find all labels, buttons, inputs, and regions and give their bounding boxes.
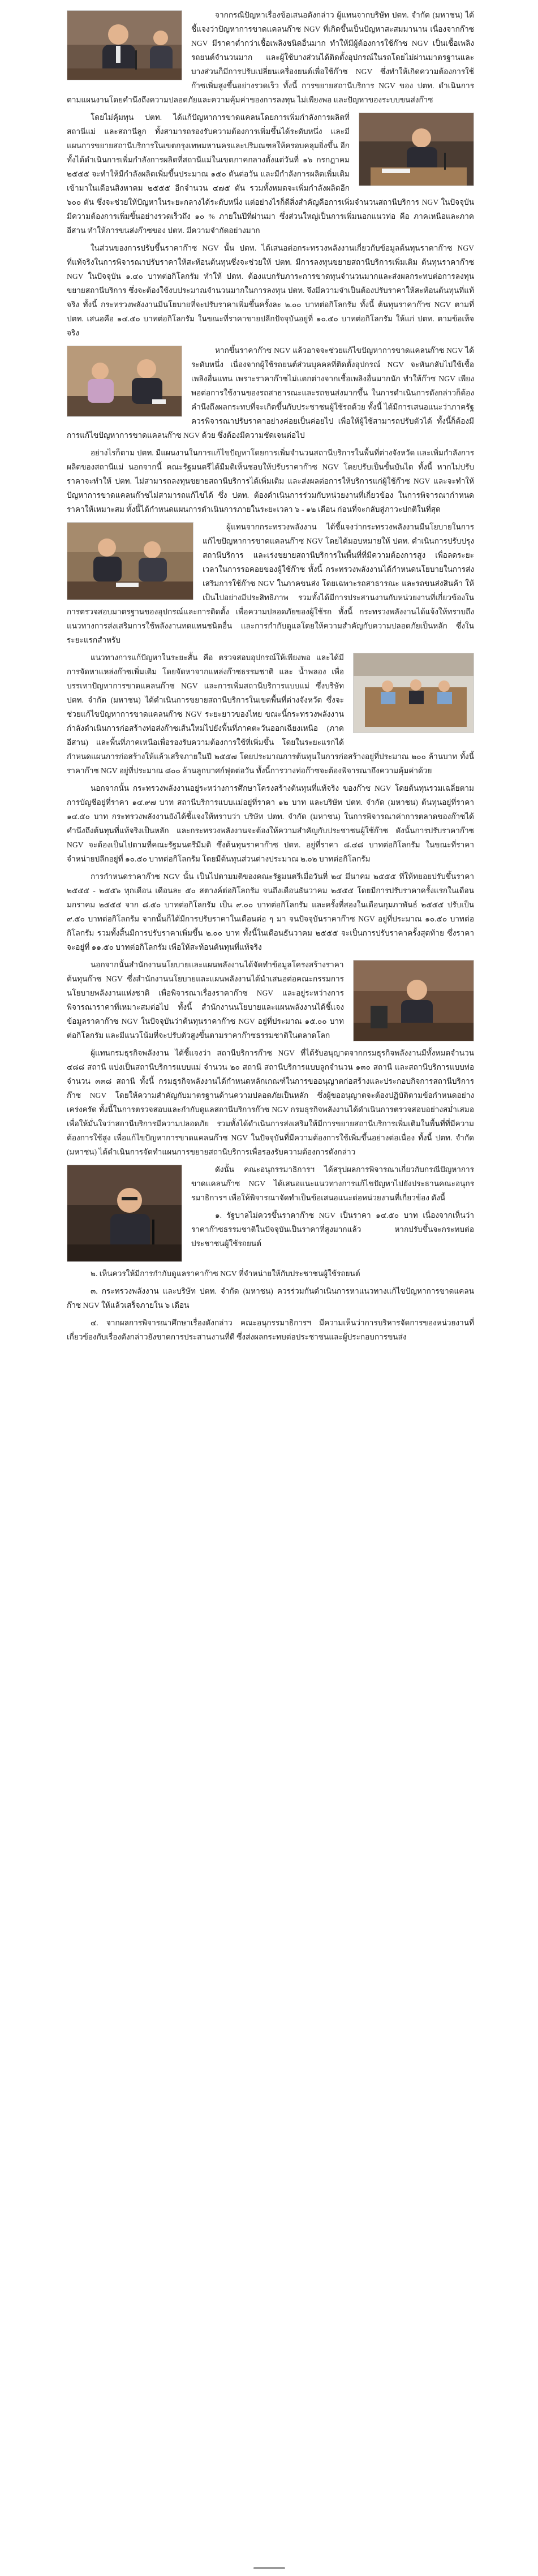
recommendation-1: ๑. รัฐบาลไม่ควรขึ้นราคาก๊าซ NGV เป็นราคา ๑๔.๕๐ บาท เนื่องจากเห็นว่าราคาก๊าซธรรมชาติในปัจจุบันเป็นราคาที่สูงมากแล้ว หากปรับขึ้นจะกระทบต่อประชาชนผู้ใช้รถยนต์ [191, 1211, 474, 1248]
meeting-photo-two-officials [67, 346, 182, 416]
meeting-photo-conference-room [354, 653, 474, 733]
paragraph-4: หากขึ้นราคาก๊าซ NGV แล้วอาจจะช่วยแก้ไขปัญหาการขาดแคลนก๊าซ NGV ได้ระดับหนึ่ง เนื่องจากผู้ใช้รถยนต์ส่วนบุคคลที่ติดตั้งอุปกรณ์ NGV จะหันกลับไปใช้เชื้อเพลิงอื่นแทน เพราะราคาก๊าซไม่แตกต่างจากเชื้อเพลิงอื่นมากนัก ทำให้ก๊าซ NGV เพียงพอต่อการใช้งานของรถสาธารณะและรถขนส่งมากขึ้น ในการดำเนินการดังกล่าวก็ต้องคำนึงถึงผลกระทบที่จะเกิดขึ้นกับประชาชนผู้ใช้รถด้วย ทั้งนี้ ได้มีการเสนอแนะว่าภาครัฐควรพิจารณาปรับราคาอย่างค่อยเป็นค่อยไป เพื่อให้ผู้ใช้สามารถปรับตัวได้ ทั้งนี้ก็ต้องมีการแก้ไขปัญหาการขาดแคลนก๊าซ NGV ด้วย ซึ่งต้องมีความชัดเจนต่อไป [67, 346, 474, 440]
paragraph-3: ในส่วนของการปรับขึ้นราคาก๊าซ NGV นั้น ปตท. ได้เสนอต่อกระทรวงพลังงานเกี่ยวกับข้อมูลต้นทุนราคาก๊าซ NGV ที่แท้จริงในการพิจารณาปรับราคาให้สะท้อนต้นทุนซึ่งจะช่วยให้ ปตท. มีการลงทุนขยายสถานีบริการเพิ่มเติม ต้นทุนราคาก๊าซ NGV ในปัจจุบัน ๑.๔๐ บาทต่อกิโลกรัม ทำให้ ปตท. ต้องแบกรับภาระการขาดทุนจำนวนมากและส่งผลกระทบต่อการลงทุนขยายสถานีบริการ ซึ่งจะต้องใช้งบประมาณจำนวนมากในการลงทุน ปตท. จึงมีความจำเป็นต้องปรับราคาให้สะท้อนต้นทุนที่แท้จริง ทั้งนี้ กระทรวงพลังงานมีนโยบายที่จะปรับราคาเพิ่มขึ้นครั้งละ ๒.๐๐ บาทต่อกิโลกรัม ทั้งนี้ ต้นทุนราคาก๊าซ NGV ตามที่ ปตท. เสนอคือ ๑๔.๕๐ บาทต่อกิโลกรัม ในขณะที่ราคาขายปลีกปัจจุบันอยู่ที่ ๑๐.๕๐ บาทต่อกิโลกรัม ให้แก่ ปตท. ตามข้อเท็จจริง [67, 244, 474, 337]
paragraph-6: ผู้แทนจากกระทรวงพลังงาน ได้ชี้แจงว่ากระทรวงพลังงานมีนโยบายในการแก้ไขปัญหาการขาดแคลนก๊าซ NGV โดยได้มอบหมายให้ ปตท. ดำเนินการปรับปรุงสถานีบริการ และเร่งขยายสถานีบริการในพื้นที่ที่มีความต้องการสูง เพื่อลดระยะเวลาในการรอคอยของผู้ใช้ก๊าซ ทั้งนี้ กระทรวงพลังงานได้กำหนดนโยบายในการส่งเสริมการใช้ก๊าซ NGV ในภาคขนส่ง โดยเฉพาะรถสาธารณะ และรถขนส่งสินค้า ให้เป็นไปอย่างมีประสิทธิภาพ รวมทั้งได้มีการประสานงานกับหน่วยงานที่เกี่ยวข้องในการตรวจสอบมาตรฐานของอุปกรณ์และการติดตั้ง เพื่อความปลอดภัยของผู้ใช้รถ ทั้งนี้ กระทรวงพลังงานได้แจ้งให้ทราบถึงแนวทางการส่งเสริมการใช้พลังงานทดแทนชนิดอื่น และการกำกับดูแลโดยให้ความสำคัญกับความปลอดภัยเป็นหลัก ซึ่งในระยะแรกสำหรับ [67, 523, 474, 644]
meeting-photo-speaker-microphone [67, 11, 182, 80]
meeting-photo-speaker-documents [359, 113, 474, 186]
paragraph-1: จากกรณีปัญหาเรื่องข้อเสนอดังกล่าว ผู้แทนจากบริษัท ปตท. จำกัด (มหาชน) ได้ชี้แจงว่าปัญหาการขาดแคลนก๊าซ NGV ที่เกิดขึ้นเป็นปัญหาสะสมมานาน เนื่องจากก๊าซ NGV มีราคาต่ำกว่าเชื้อเพลิงชนิดอื่นมาก ทำให้มีผู้ต้องการใช้ก๊าซ NGV เป็นเชื้อเพลิงรถยนต์จำนวนมาก และผู้ใช้บางส่วนได้ติดตั้งอุปกรณ์ในรถโดยไม่ผ่านมาตรฐานและบางส่วนก็มีการปรับเปลี่ยนเครื่องยนต์เพื่อใช้ก๊าซ NGV ซึ่งทำให้เกิดความต้องการใช้ก๊าซเพิ่มสูงขึ้นอย่างรวดเร็ว ทั้งนี้ การขยายสถานีบริการ NGV ของ ปตท. ดำเนินการตามแผนงานโดยคำนึงถึงความปลอดภัยและความคุ้มค่าของการลงทุน ไม่เพียงพอ และปัญหาของระบบขนส่งก๊าซ [67, 11, 474, 104]
meeting-photo-2 [359, 113, 474, 186]
meeting-photo-speaker-glasses [67, 1165, 182, 1261]
meeting-photo-1 [67, 10, 182, 80]
meeting-photo-4 [67, 522, 193, 600]
paragraph-9: การกำหนดราคาก๊าซ NGV นั้น เป็นไปตามมติของคณะรัฐมนตรีเมื่อวันที่ ๒๔ มีนาคม ๒๕๕๕ ที่ให้ทยอยปรับขึ้นราคา ๒๕๕๕ - ๒๕๕๖ ทุกเดือน เดือนละ ๕๐ สตางค์ต่อกิโลกรัม จนถึงเดือนธันวาคม ๒๕๕๕ โดยมีการปรับราคาครั้งแรกในเดือนมกราคม ๒๕๕๕ จาก ๘.๕๐ บาทต่อกิโลกรัม เป็น ๙.๐๐ บาทต่อกิโลกรัม และครั้งที่สองในเดือนกุมภาพันธ์ ๒๕๕๕ ปรับเป็น ๙.๕๐ บาทต่อกิโลกรัม จากนั้นก็ได้มีการปรับราคาในเดือนต่อ ๆ มา จนปัจจุบันราคาก๊าซ NGV อยู่ที่ประมาณ ๑๐.๕๐ บาทต่อกิโลกรัม รวมทั้งสิ้นมีการปรับราคาเพิ่มขึ้น ๒.๐๐ บาท ทั้งนี้ในเดือนธันวาคม ๒๕๕๕ จะเป็นการปรับราคาครั้งสุดท้าย ซึ่งราคาจะอยู่ที่ ๑๑.๕๐ บาทต่อกิโลกรัม เพื่อให้สะท้อนต้นทุนที่แท้จริง [67, 872, 474, 951]
paragraph-5: อย่างไรก็ตาม ปตท. มีแผนงานในการแก้ไขปัญหาโดยการเพิ่มจำนวนสถานีบริการในพื้นที่ต่างจังหวัด และเพิ่มกำลังการผลิตของสถานีแม่ นอกจากนี้ คณะรัฐมนตรีได้มีมติเห็นชอบให้ปรับราคาก๊าซ NGV โดยปรับเป็นขั้นบันได ทั้งนี้ หากไม่ปรับราคาจะทำให้ ปตท. ไม่สามารถลงทุนขยายสถานีบริการได้เพิ่มเติม และส่งผลต่อการให้บริการแก่ผู้ใช้ก๊าซ NGV และจะทำให้ปัญหาการขาดแคลนก๊าซไม่สามารถแก้ไขได้ ซึ่ง ปตท. ต้องดำเนินการร่วมกับหน่วยงานที่เกี่ยวข้อง ในการพิจารณากำหนดราคาให้เหมาะสม ทั้งนี้ได้กำหนดแผนการดำเนินการภายในระยะเวลา ๖ - ๑๒ เดือน ก่อนที่จะกลับสู่ภาวะปกติในที่สุด [67, 449, 474, 514]
meeting-photo-panel [67, 523, 193, 600]
paragraph-2: โดยไม่คุ้มทุน ปตท. ได้แก้ปัญหาการขาดแคลนโดยการเพิ่มกำลังการผลิตที่สถานีแม่ และสถานีลูก ทั้งสามารถรองรับความต้องการเพิ่มขึ้นได้ระดับหนึ่ง และมีแผนการขยายสถานีบริการในเขตกรุงเทพมหานครและปริมณฑลให้ครอบคลุมยิ่งขึ้น อีกทั้งได้ดำเนินการเพิ่มกำลังการผลิตที่สถานีแม่ในเขตภาคกลางตั้งแต่วันที่ ๑๖ กรกฎาคม ๒๕๕๕ จะทำให้มีกำลังผลิตเพิ่มขึ้นประมาณ ๑๕๐ ตันต่อวัน และมีกำลังการผลิตเพิ่มเติมเข้ามาในเดือนสิงหาคม ๒๕๕๕ อีกจำนวน ๔๗๕ ตัน รวมทั้งหมดจะเพิ่มกำลังผลิตอีก ๖๐๐ ตัน ซึ่งจะช่วยให้ปัญหาในระยะกลางได้ระดับหนึ่ง แต่อย่างไรก็ดีสิ่งสำคัญคือการเพิ่มจำนวนสถานีบริการ NGV ในปัจจุบันมีความต้องการเพิ่มขึ้นอย่างรวดเร็วถึง ๑๐ % ภายในปีที่ผ่านมา ซึ่งส่วนใหญ่เป็นการเพิ่มนอกแนวท่อ คือ ภาคเหนือและภาคอีสาน ทำให้การขนส่งก๊าซของ ปตท. มีความจำกัดอย่างมาก [67, 113, 474, 235]
scroll-indicator [253, 2567, 285, 2569]
paragraph-12: ดังนั้น คณะอนุกรรมาธิการฯ ได้สรุปผลการพิจารณาเกี่ยวกับกรณีปัญหาการขาดแคลนก๊าซ NGV ได้เสนอแนะแนวทางการแก้ไขปัญหาไปยังประธานคณะอนุกรรมาธิการฯ เพื่อให้พิจารณาจัดทำเป็นข้อเสนอแนะต่อหน่วยงานที่เกี่ยวข้อง ดังนี้ [191, 1165, 474, 1202]
paragraph-7: แนวทางการแก้ปัญหาในระยะสั้น คือ ตรวจสอบอุปกรณ์ให้เพียงพอ และได้มีการจัดหาแหล่งก๊าซเพิ่มเติม โดยจัดหาจากแหล่งก๊าซธรรมชาติ และ น้ำพลอง เพื่อบรรเทาปัญหาการขาดแคลนก๊าซ NGV และการเพิ่มสถานีบริการแบบแม่ ซึ่งบริษัท ปตท. จำกัด (มหาชน) ได้ดำเนินการขยายสถานีบริการในเขตพื้นที่ต่างจังหวัด ซึ่งจะช่วยแก้ไขปัญหาการขาดแคลนก๊าซ NGV ระยะยาวของไทย ขณะนี้กระทรวงพลังงานกำลังดำเนินการก่อสร้างท่อส่งก๊าซเส้นใหม่ไปยังพื้นที่ภาคตะวันออกเฉียงเหนือ (ภาคอีสาน) และพื้นที่ภาคเหนือเพื่อรองรับความต้องการใช้ที่เพิ่มขึ้น โดยในระยะแรกได้กำหนดแผนการก่อสร้างให้แล้วเสร็จภายในปี ๒๕๕๗ โดยประมาณการต้นทุนในการก่อสร้างอยู่ที่ประมาณ ๒๐๐ ล้านบาท ทั้งนี้ ราคาก๊าซ NGV อยู่ที่ประมาณ ๘๐๐ ล้านลูกบาศก์ฟุตต่อวัน ทั้งนี้การวางท่อก๊าซจะต้องพิจารณาถึงความคุ้มค่าด้วย [67, 653, 474, 775]
meeting-photo-5 [353, 653, 474, 733]
recommendation-3: ๓. กระทรวงพลังงาน และบริษัท ปตท. จำกัด (มหาชน) ควรร่วมกันดำเนินการหาแนวทางแก้ไขปัญหาการขาดแคลนก๊าซ NGV ให้แล้วเสร็จภายใน ๖ เดือน [67, 1287, 474, 1309]
meeting-photo-6 [353, 960, 474, 1041]
paragraph-10: นอกจากนั้นสำนักงานนโยบายและแผนพลังงานได้จัดทำข้อมูลโครงสร้างราคาต้นทุนก๊าซ NGV ซึ่งสำนักงานนโยบายและแผนพลังงานได้นำเสนอต่อคณะกรรมการนโยบายพลังงานแห่งชาติ เพื่อพิจารณาเรื่องราคาก๊าซ NGV และอยู่ระหว่างการพิจารณาราคาที่เหมาะสมต่อไป ทั้งนี้ สำนักงานนโยบายและแผนพลังงานได้ชี้แจงข้อมูลราคาก๊าซ NGV ในปัจจุบันว่าต้นทุนราคาก๊าซ NGV อยู่ที่ประมาณ ๑๕.๐๐ บาทต่อกิโลกรัม และมีแนวโน้มที่จะปรับตัวสูงขึ้นตามราคาก๊าซธรรมชาติในตลาดโลก [67, 960, 344, 1040]
paragraph-11: ผู้แทนกรมธุรกิจพลังงาน ได้ชี้แจงว่า สถานีบริการก๊าซ NGV ที่ได้รับอนุญาตจากกรมธุรกิจพลังงานมีทั้งหมดจำนวน ๔๘๘ สถานี แบ่งเป็นสถานีบริการแบบแม่ จำนวน ๒๐ สถานี สถานีบริการแบบลูกจำนวน ๑๓๐ สถานี และสถานีบริการแบบท่อจำนวน ๓๓๘ สถานี ทั้งนี้ กรมธุรกิจพลังงานได้กำหนดหลักเกณฑ์ในการขออนุญาตก่อสร้างและประกอบกิจการสถานีบริการก๊าซ NGV โดยให้ความสำคัญกับมาตรฐานด้านความปลอดภัยเป็นหลัก ซึ่งผู้ขออนุญาตจะต้องปฏิบัติตามข้อกำหนดอย่างเคร่งครัด ทั้งนี้ในการตรวจสอบและกำกับดูแลสถานีบริการก๊าซ NGV กรมธุรกิจพลังงานได้ดำเนินการตรวจสอบอย่างสม่ำเสมอ เพื่อให้มั่นใจว่าสถานีบริการมีความปลอดภัย รวมทั้งได้ดำเนินการส่งเสริมให้มีการขยายสถานีบริการเพิ่มเติมในพื้นที่ที่มีความต้องการใช้สูง เพื่อแก้ไขปัญหาการขาดแคลนก๊าซ NGV ในปัจจุบันที่มีความต้องการใช้เพิ่มขึ้นอย่างต่อเนื่อง ทั้งนี้ ปตท. จำกัด (มหาชน) ได้ดำเนินการจัดทำแผนการขยายสถานีบริการเพื่อรองรับความต้องการดังกล่าว [67, 1049, 474, 1156]
paragraph-8: นอกจากนั้น กระทรวงพลังงานอยู่ระหว่างการศึกษาโครงสร้างต้นทุนที่แท้จริง ของก๊าซ NGV โดยต้นทุนรวมเฉลี่ยตามการบัญชีอยู่ที่ราคา ๑๔.๙๗ บาท สถานีบริการแบบแม่อยู่ที่ราคา ๑๒ บาท และบริษัท ปตท. จำกัด (มหาชน) ต้นทุนอยู่ที่ราคา ๑๔.๕๐ บาท กระทรวงพลังงานยังได้ชี้แจงให้ทราบว่า บริษัท ปตท. จำกัด (มหาชน) ในการพิจารณาค่าการตลาดของก๊าซได้คำนึงถึงต้นทุนที่แท้จริงเป็นหลัก และกระทรวงพลังงานจะต้องให้ความสำคัญกับประชาชนผู้ใช้ก๊าซ ดังนั้นการปรับราคาก๊าซ NGV จะต้องเป็นไปตามที่คณะรัฐมนตรีมีมติ ซึ่งต้นทุนราคาก๊าซ ปตท. อยู่ที่ราคา ๘.๔๘ บาทต่อกิโลกรัม ในขณะที่ราคาจำหน่ายปลีกอยู่ที่ ๑๐.๕๐ บาทต่อกิโลกรัม โดยมีต้นทุนส่วนต่างประมาณ ๒.๐๒ บาทต่อกิโลกรัม [67, 784, 474, 863]
meeting-photo-young-speaker [354, 960, 474, 1041]
recommendation-4: ๔. จากผลการพิจารณาศึกษาเรื่องดังกล่าว คณะอนุกรรมาธิการฯ มีความเห็นว่าการบริหารจัดการของหน่วยงานที่เกี่ยวข้องกับเรื่องดังกล่าวยังขาดการประสานงานที่ดี ซึ่งส่งผลกระทบต่อประชาชนและผู้ประกอบการขนส่ง [67, 1319, 474, 1341]
meeting-photo-7 [67, 1165, 182, 1262]
meeting-photo-3 [67, 346, 182, 417]
recommendation-2: ๒. เห็นควรให้มีการกำกับดูแลราคาก๊าซ NGV ที่จำหน่ายให้กับประชาชนผู้ใช้รถยนต์ [91, 1269, 360, 1278]
article-body [67, 8, 474, 1347]
